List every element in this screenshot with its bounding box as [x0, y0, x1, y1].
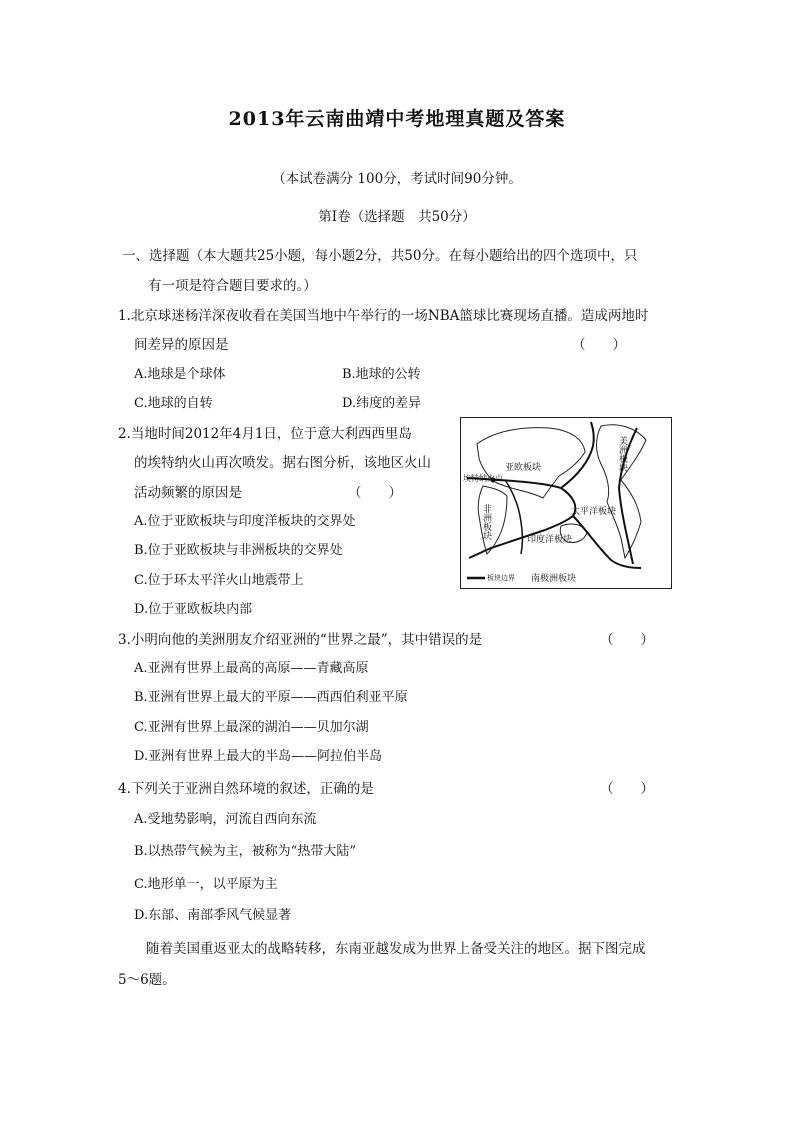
passage-line-2: 5～6题。: [118, 972, 176, 988]
q2-option-a: A.位于亚欧板块与印度洋板块的交界处: [134, 514, 356, 529]
passage-line-1: 随着美国重返亚太的战略转移，东南亚越发成为世界上备受关注的地区。据下图完成: [146, 941, 646, 957]
q4-option-b: B.以热带气候为主，被称为“热带大陆”: [134, 844, 356, 859]
q1-stem-line-1: 1.北京球迷杨洋深夜收看在美国当地中午举行的一场NBA篮球比赛现场直播。造成两地时: [118, 308, 649, 324]
map-label-africa: 非洲板块: [481, 504, 491, 540]
q3-option-b: B.亚洲有世界上最大的平原——西西伯利亚平原: [134, 690, 408, 705]
q1-stem-line-2: 间差异的原因是: [134, 337, 229, 353]
q3-option-a: A.亚洲有世界上最高的高原——青藏高原: [134, 661, 369, 676]
q2-stem-line-1: 2.当地时间2012年4月1日，位于意大利西西里岛: [118, 426, 412, 442]
q3-answer-blank: （ ）: [600, 632, 654, 648]
q2-answer-blank: （ ）: [348, 485, 402, 501]
exam-info: （本试卷满分 100分，考试时间90分钟。: [272, 171, 522, 187]
q1-option-b: B.地球的公转: [342, 367, 421, 382]
q3-stem: 3.小明向他的美洲朋友介绍亚洲的“世界之最”，其中错误的是: [118, 632, 483, 648]
map-label-pacific: 太平洋板块: [571, 507, 617, 517]
page-title: 2013年云南曲靖中考地理真题及答案: [228, 108, 566, 130]
q2-stem-line-2: 的埃特纳火山再次喷发。据右图分析，该地区火山: [134, 455, 431, 471]
section-intro-line-2: 有一项是符合题目要求的。）: [148, 278, 317, 294]
plate-map-drawing: [461, 418, 670, 587]
q3-option-d: D.亚洲有世界上最大的半岛——阿拉伯半岛: [134, 749, 383, 764]
plate-map-figure: [460, 417, 672, 589]
q3-option-c: C.亚洲有世界上最深的湖泊——贝加尔湖: [134, 720, 369, 735]
map-label-indian: 印度洋板块: [527, 535, 573, 545]
q4-option-a: A.受地势影响，河流自西向东流: [134, 812, 317, 827]
q2-stem-line-3: 活动频繁的原因是: [134, 485, 242, 501]
q2-option-d: D.位于亚欧板块内部: [134, 602, 253, 617]
map-label-eurasian: 亚欧板块: [505, 463, 542, 473]
q1-option-c: C.地球的自转: [134, 396, 213, 411]
map-label-america: 美洲板块: [617, 436, 627, 472]
q2-option-b: B.位于亚欧板块与非洲板块的交界处: [134, 543, 343, 558]
map-legend-label: 板块边界: [487, 574, 515, 582]
part-heading: 第Ⅰ卷（选择题 共50分）: [318, 209, 476, 225]
q2-option-c: C.位于环太平洋火山地震带上: [134, 573, 304, 588]
q4-option-c: C.地形单一，以平原为主: [134, 877, 278, 892]
q1-option-a: A.地球是个球体: [134, 367, 226, 382]
q1-option-d: D.纬度的差异: [342, 396, 422, 411]
q1-answer-blank: （ ）: [572, 337, 626, 353]
map-label-etna: 埃特纳火山: [463, 474, 503, 483]
section-intro-line-1: 一、选择题（本大题共25小题，每小题2分，共50分。在每小题给出的四个选项中，只: [122, 248, 638, 264]
q4-stem: 4.下列关于亚洲自然环境的叙述，正确的是: [118, 781, 374, 797]
q4-answer-blank: （ ）: [600, 781, 654, 797]
map-label-antarctic: 南极洲板块: [531, 574, 577, 584]
q4-option-d: D.东部、南部季风气候显著: [134, 908, 292, 923]
